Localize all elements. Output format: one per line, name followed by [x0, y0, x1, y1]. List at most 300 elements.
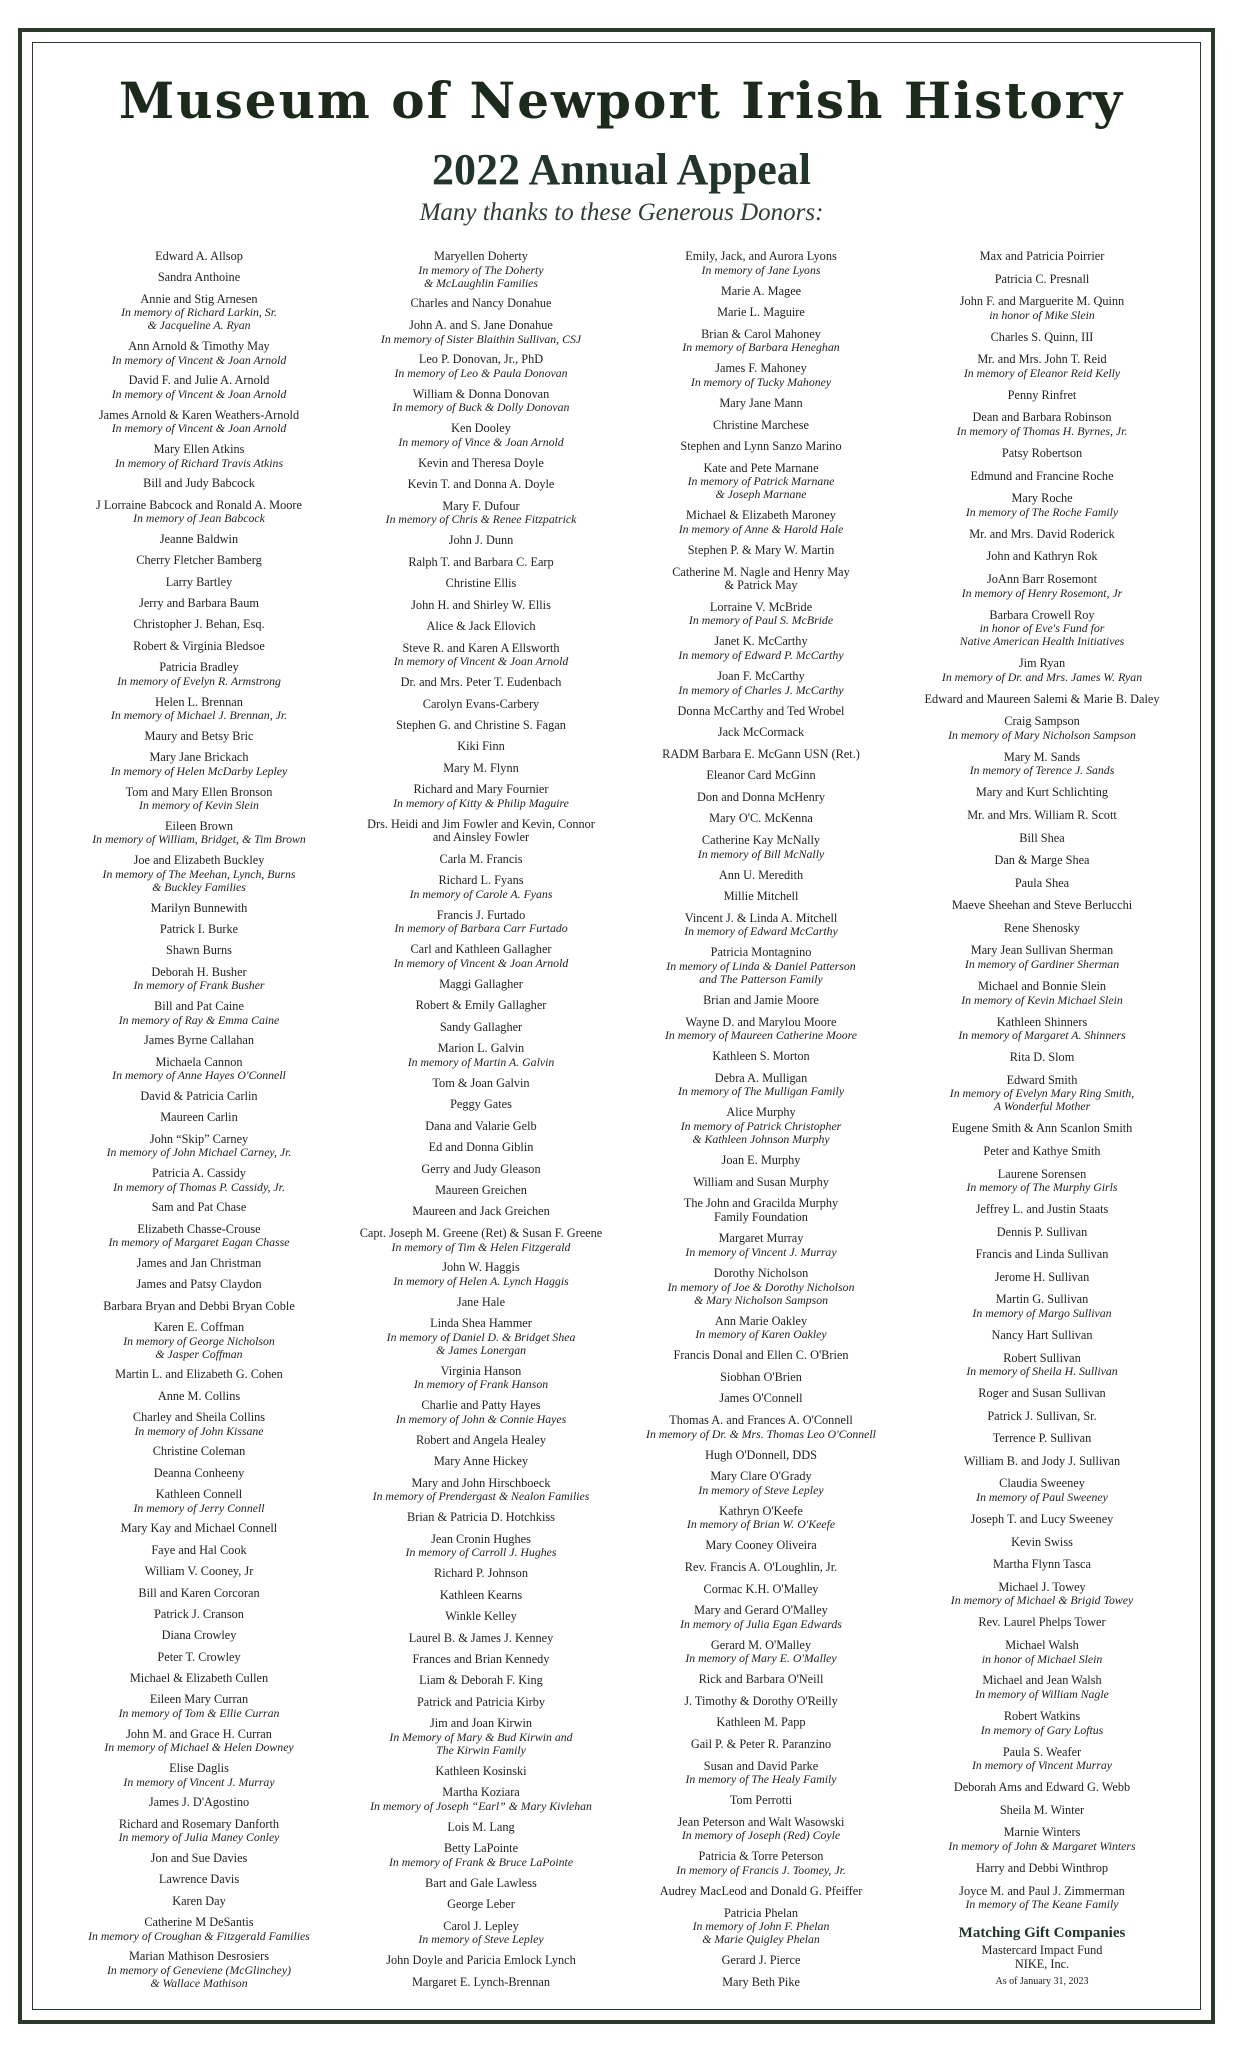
- donor-entry: [893, 273, 1191, 287]
- donor-entry: [332, 1296, 630, 1310]
- donor-name: Joseph T. and Lucy Sweeney: [970, 1512, 1114, 1527]
- donor-name: Dennis P. Sullivan: [996, 1224, 1088, 1239]
- donor-entry: [612, 705, 910, 719]
- dedication-text: The Kirwin Family: [436, 1742, 526, 1757]
- donor-name: Mary Clare O'Grady: [710, 1469, 812, 1484]
- donor-entry: [893, 1226, 1191, 1240]
- donor-entry: [612, 1505, 910, 1532]
- donor-name: Edward Smith: [1006, 1072, 1078, 1087]
- donor-entry: [50, 1321, 348, 1361]
- dedication-text: In memory of Prendergast & Nealon Families: [372, 1489, 590, 1504]
- donor-entry: [332, 577, 630, 591]
- donor-entry: [893, 1536, 1191, 1550]
- matching-gifts-section: [893, 1920, 1191, 1989]
- donor-entry: [50, 1852, 348, 1866]
- donor-entry: [332, 978, 630, 992]
- dedication-text: In memory of Brian W. O'Keefe: [686, 1517, 836, 1532]
- donor-name: Lawrence Davis: [158, 1872, 240, 1887]
- dedication-text: & Wallace Mathison: [150, 1975, 248, 1990]
- donor-entry: [50, 1445, 348, 1459]
- donor-entry: [50, 1111, 348, 1125]
- donor-name: J. Timothy & Dorothy O'Reilly: [684, 1693, 838, 1708]
- donor-entry: [893, 1616, 1191, 1630]
- donor-entry: [612, 328, 910, 355]
- donor-name: Catherine Kay McNally: [701, 833, 821, 848]
- donor-name: Edward and Maureen Salemi & Marie B. Daley: [924, 691, 1160, 706]
- donor-name: Margaret E. Lynch-Brennan: [411, 1974, 551, 1989]
- dedication-text: In memory of Frank & Bruce LaPointe: [388, 1854, 574, 1869]
- dedication-text: In memory of Maureen Catherine Moore: [664, 1028, 858, 1043]
- donor-name: Ann U. Meredith: [718, 867, 804, 882]
- donor-entry: [50, 730, 348, 744]
- donor-entry: [50, 1916, 348, 1943]
- donor-name: Margaret Murray: [718, 1231, 804, 1246]
- donor-name: Sam and Pat Chase: [151, 1200, 247, 1215]
- donor-entry: [612, 726, 910, 740]
- donor-name: Eileen Brown: [165, 818, 233, 833]
- donor-entry: [332, 599, 630, 613]
- donor-name: Martha Flynn Tasca: [993, 1557, 1091, 1572]
- dedication-text: In memory of Charles J. McCarthy: [678, 682, 844, 697]
- donor-name: Marie L. Maguire: [717, 305, 805, 320]
- donor-name: Dean and Barbara Robinson: [972, 410, 1112, 425]
- donor-name: Sandra Anthoine: [157, 270, 241, 285]
- dedication-text: In memory of Bill McNally: [697, 846, 825, 861]
- donor-name: Debra A. Mulligan: [714, 1070, 808, 1085]
- donor-name: John W. Haggis: [442, 1260, 520, 1275]
- donor-entry: [893, 389, 1191, 403]
- donor-entry: [893, 1781, 1191, 1795]
- donor-entry: [50, 597, 348, 611]
- donor-entry: [50, 477, 348, 491]
- dedication-text: In memory of Vincent & Joan Arnold: [111, 421, 287, 436]
- donor-entry: [612, 1716, 910, 1730]
- donor-entry: [332, 250, 630, 290]
- donor-name: Bill and Judy Babcock: [143, 476, 255, 491]
- donor-entry: [332, 556, 630, 570]
- donor-name: Diana Crowley: [161, 1628, 237, 1643]
- donor-entry: [50, 499, 348, 526]
- donor-entry: [893, 1432, 1191, 1446]
- donor-entry: [50, 966, 348, 993]
- donor-entry: [332, 740, 630, 754]
- donor-name: Marian Mathison Desrosiers: [128, 1949, 270, 1964]
- dedication-text: In memory of Margaret Eagan Chasse: [108, 1235, 290, 1250]
- donor-name: Marnie Winters: [1003, 1825, 1081, 1840]
- donor-name: John F. and Marguerite M. Quinn: [959, 294, 1125, 309]
- donor-name: Sheila M. Winter: [999, 1802, 1085, 1817]
- donor-name: Michaela Cannon: [155, 1054, 243, 1069]
- donor-entry: [893, 1051, 1191, 1065]
- donor-name: George Leber: [447, 1897, 515, 1912]
- dedication-text: In memory of Thomas P. Cassidy, Jr.: [113, 1179, 285, 1194]
- donor-entry: [332, 1042, 630, 1069]
- donor-entry: [893, 832, 1191, 846]
- donor-entry: [893, 1885, 1191, 1912]
- donor-entry: [50, 1629, 348, 1643]
- donor-entry: [893, 492, 1191, 519]
- dedication-text: In memory of Daniel D. & Bridget Shea: [386, 1329, 576, 1344]
- donor-entry: [893, 1293, 1191, 1320]
- donor-entry: [893, 1639, 1191, 1666]
- donor-name: Patrick J. Cranson: [154, 1606, 244, 1621]
- donor-name: Dana and Valarie Gelb: [425, 1118, 537, 1133]
- donor-entry: [612, 834, 910, 861]
- donor-name: Roger and Susan Sullivan: [978, 1386, 1106, 1401]
- donor-name: Mary M. Sands: [1003, 749, 1081, 764]
- donor-name: Mr. and Mrs. David Roderick: [969, 526, 1115, 541]
- donor-name: Paula Shea: [1014, 875, 1070, 890]
- donor-name: Tom & Joan Galvin: [432, 1075, 530, 1090]
- donor-entry: [332, 874, 630, 901]
- donor-entry: [332, 1954, 630, 1968]
- donor-entry: [332, 642, 630, 669]
- donor-name: Jean Cronin Hughes: [431, 1531, 531, 1546]
- dedication-text: In memory of Joseph (Red) Coyle: [681, 1828, 841, 1843]
- donor-name: Don and Donna McHenry: [696, 789, 826, 804]
- dedication-text: In memory of Edward P. McCarthy: [678, 647, 844, 662]
- donor-entry: [50, 1368, 348, 1382]
- donor-name: Millie Mitchell: [723, 889, 799, 904]
- donor-entry: [332, 698, 630, 712]
- donor-entry: [893, 854, 1191, 868]
- donor-name: Max and Patricia Poirrier: [979, 250, 1105, 263]
- donor-entry: [50, 618, 348, 632]
- donor-name: William B. and Jody J. Sullivan: [963, 1453, 1121, 1468]
- donor-name: Marilyn Bunnewith: [150, 900, 248, 915]
- donor-name: Dan & Marge Shea: [994, 853, 1090, 868]
- donor-column-3: [612, 250, 910, 1990]
- as-of-date: As of January 31, 2023: [995, 1976, 1089, 1988]
- donor-entry: [612, 544, 910, 558]
- donor-name: Ken Dooley: [451, 421, 511, 436]
- donor-name: Edmund and Francine Roche: [970, 468, 1114, 483]
- donor-name: John and Kathryn Rok: [986, 549, 1098, 564]
- donor-name: Kevin Swiss: [1011, 1534, 1073, 1549]
- dedication-text: In memory of Dr. and Mrs. James W. Ryan: [941, 669, 1143, 684]
- donor-name: Michael and Jean Walsh: [982, 1673, 1102, 1688]
- donor-entry: [332, 1205, 630, 1219]
- donor-entry: [893, 693, 1191, 707]
- dedication-text: In memory of Joe & Dorothy Nicholson: [667, 1279, 855, 1294]
- donor-entry: [50, 751, 348, 778]
- donor-entry: [50, 1522, 348, 1536]
- donor-entry: [332, 1511, 630, 1525]
- donor-name: Paula S. Weafer: [1002, 1744, 1082, 1759]
- donor-name: Jerome H. Sullivan: [994, 1269, 1090, 1284]
- donor-entry: [612, 601, 910, 628]
- donor-name: Wayne D. and Marylou Moore: [685, 1014, 837, 1029]
- donor-entry: [332, 1261, 630, 1288]
- dedication-text: In memory of Steve Lepley: [418, 1932, 544, 1947]
- donor-entry: [893, 751, 1191, 778]
- donor-entry: [50, 640, 348, 654]
- donor-entry: [332, 1477, 630, 1504]
- donor-name: Lorraine V. McBride: [709, 599, 813, 614]
- donor-name: Maureen and Jack Greichen: [412, 1204, 550, 1219]
- donor-column-2: [332, 250, 630, 1990]
- donor-name: Patsy Robertson: [1001, 446, 1083, 461]
- donor-entry: [50, 1167, 348, 1194]
- donor-entry: [332, 1653, 630, 1667]
- donor-name: Bill Shea: [1019, 830, 1065, 845]
- donor-entry: [332, 1163, 630, 1177]
- dedication-text: A Wonderful Mother: [993, 1099, 1091, 1114]
- donor-name: Kathryn O'Keefe: [719, 1503, 803, 1518]
- donor-name: Kate and Pete Marnane: [703, 460, 819, 475]
- donor-name: William and Susan Murphy: [693, 1174, 829, 1189]
- donor-entry: [893, 1145, 1191, 1159]
- donor-entry: [893, 715, 1191, 742]
- donor-name: Family Foundation: [714, 1209, 808, 1224]
- donor-entry: [893, 1387, 1191, 1401]
- donor-name: Kathleen Connell: [155, 1487, 243, 1502]
- donor-name: Anne M. Collins: [157, 1388, 241, 1403]
- donor-entry: [332, 1696, 630, 1710]
- donor-entry: [893, 1248, 1191, 1262]
- donor-name: Laurene Sorensen: [997, 1166, 1087, 1181]
- donor-name: Nancy Hart Sullivan: [991, 1327, 1093, 1342]
- donor-entry: [50, 696, 348, 723]
- donor-name: James and Jan Christman: [136, 1256, 262, 1271]
- donor-entry: [893, 1203, 1191, 1217]
- donor-entry: [893, 944, 1191, 971]
- donor-name: Steve R. and Karen A Ellsworth: [402, 640, 560, 655]
- donor-name: Cormac K.H. O'Malley: [703, 1581, 819, 1596]
- donor-entry: [332, 1674, 630, 1688]
- donor-entry: [612, 1794, 910, 1808]
- donor-entry: [612, 748, 910, 762]
- donor-name: Charley and Sheila Collins: [132, 1410, 266, 1425]
- donor-entry: [612, 635, 910, 662]
- dedication-text: In memory of Barbara Heneghan: [682, 340, 840, 355]
- donor-name: Elise Daglis: [169, 1760, 229, 1775]
- donor-name: Marie A. Magee: [720, 283, 802, 298]
- dedication-text: In memory of Kevin Michael Slein: [961, 992, 1123, 1007]
- donor-entry: [50, 271, 348, 285]
- donor-entry: [893, 1410, 1191, 1424]
- donor-name: Hugh O'Donnell, DDS: [705, 1447, 817, 1462]
- museum-name: Museum of Newport Irish History: [118, 71, 1125, 130]
- donor-entry: [50, 1278, 348, 1292]
- donor-entry: [50, 1467, 348, 1481]
- donor-entry: [50, 340, 348, 367]
- donor-name: David F. and Julie A. Arnold: [128, 373, 270, 388]
- dedication-text: In memory of Francis J. Toomey, Jr.: [676, 1863, 846, 1878]
- donor-name: Kathleen Kearns: [439, 1587, 523, 1602]
- dedication-text: In memory of Jerry Connell: [133, 1500, 265, 1515]
- donor-entry: [612, 1583, 910, 1597]
- donor-entry: [332, 534, 630, 548]
- donor-entry: [893, 1674, 1191, 1701]
- donor-name: Harry and Debbi Winthrop: [975, 1860, 1109, 1875]
- donor-name: Robert & Virginia Bledsoe: [133, 638, 265, 653]
- donor-entry: [612, 1561, 910, 1575]
- dedication-text: In memory of John Kissane: [134, 1423, 264, 1438]
- donor-name: Jon and Sue Davies: [150, 1850, 248, 1865]
- donor-name: Betty LaPointe: [443, 1841, 519, 1856]
- donor-name: Eleanor Card McGinn: [706, 768, 816, 783]
- donor-name: Mary M. Flynn: [443, 760, 519, 775]
- donor-name: Faye and Hal Cook: [151, 1542, 247, 1557]
- donor-name: Patricia C. Presnall: [994, 271, 1090, 286]
- donor-name: Deborah Ams and Edward G. Webb: [953, 1780, 1131, 1795]
- donor-name: Rev. Laurel Phelps Tower: [978, 1615, 1106, 1630]
- donor-entry: [332, 500, 630, 527]
- donor-entry: [893, 1329, 1191, 1343]
- donor-name: James F. Mahoney: [715, 361, 807, 376]
- dedication-text: & Mary Nicholson Sampson: [693, 1292, 829, 1307]
- dedication-text: In memory of Michael & Helen Downey: [104, 1740, 294, 1755]
- dedication-text: In memory of Tucky Mahoney: [690, 374, 832, 389]
- donor-name: Mary O'C. McKenna: [709, 811, 813, 826]
- donor-entry: [612, 1050, 910, 1064]
- dedication-text: & Joseph Marnane: [715, 487, 807, 502]
- donor-name: Michael & Elizabeth Maroney: [686, 508, 836, 523]
- dedication-text: In memory of Paul Sweeney: [976, 1490, 1108, 1505]
- donor-entry: [332, 478, 630, 492]
- donor-name: William V. Cooney, Jr: [144, 1564, 254, 1579]
- donor-entry: [612, 769, 910, 783]
- donor-name: Kathleen Kosinski: [435, 1763, 527, 1778]
- donor-entry: [332, 1717, 630, 1757]
- donor-name: Richard L. Fyans: [438, 873, 524, 888]
- donor-name: Ann Arnold & Timothy May: [128, 339, 270, 354]
- dedication-text: In memory of Frank Hanson: [413, 1377, 549, 1392]
- donor-name: Mary and John Hirschboeck: [411, 1475, 551, 1490]
- donor-name: Patricia Phelan: [723, 1905, 799, 1920]
- donor-entry: [612, 1850, 910, 1877]
- donor-name: Kiki Finn: [457, 739, 505, 754]
- donor-name: Jeffrey L. and Justin Staats: [975, 1202, 1109, 1217]
- donor-entry: [332, 853, 630, 867]
- donor-entry: [612, 1106, 910, 1146]
- dedication-text: & McLaughlin Families: [423, 275, 539, 290]
- donor-name: J Lorraine Babcock and Ronald A. Moore: [96, 497, 302, 512]
- donor-name: Audrey MacLeod and Donald G. Pfeiffer: [659, 1884, 863, 1899]
- dedication-text: In memory of Sheila H. Sullivan: [966, 1364, 1118, 1379]
- donor-entry: [893, 550, 1191, 564]
- donor-name: Martin G. Sullivan: [995, 1292, 1089, 1307]
- donor-name: Patrick I. Burke: [159, 921, 239, 936]
- donor-entry: [612, 250, 910, 277]
- donor-name: Frances and Brian Kennedy: [412, 1651, 550, 1666]
- donor-name: Emily, Jack, and Aurora Lyons: [685, 250, 837, 263]
- donor-name: Edward A. Allsop: [155, 250, 243, 263]
- donor-name: Siobhan O'Brien: [720, 1369, 802, 1384]
- dedication-text: In memory of Vincent & Joan Arnold: [393, 955, 569, 970]
- matching-company: Mastercard Impact Fund: [981, 1943, 1103, 1958]
- donor-entry: [893, 573, 1191, 600]
- donor-name: Kathleen M. Papp: [716, 1715, 806, 1730]
- dedication-text: In memory of John Michael Carney, Jr.: [106, 1145, 292, 1160]
- donor-entry: [612, 1885, 910, 1899]
- donor-name: Kevin and Theresa Doyle: [418, 455, 544, 470]
- donor-name: Charles and Nancy Donahue: [410, 296, 552, 311]
- donor-name: Jane Hale: [456, 1294, 506, 1309]
- donor-entry: [612, 791, 910, 805]
- donor-entry: [332, 1141, 630, 1155]
- donor-name: Joyce M. and Paul J. Zimmerman: [959, 1883, 1125, 1898]
- donor-name: Maury and Betsy Bric: [144, 728, 254, 743]
- donor-name: Tom and Mary Ellen Bronson: [125, 784, 273, 799]
- dedication-text: & James Lonergan: [436, 1342, 526, 1357]
- donor-name: Richard P. Johnson: [434, 1566, 528, 1581]
- donor-entry: [612, 397, 910, 411]
- dedication-text: In memory of The Healy Family: [685, 1772, 837, 1787]
- donor-name: Carla M. Francis: [439, 851, 523, 866]
- donor-entry: [612, 1954, 910, 1968]
- donor-name: Deborah H. Busher: [151, 964, 247, 979]
- donor-column-1: [50, 250, 348, 1990]
- donor-entry: [50, 443, 348, 470]
- donor-entry: [332, 1610, 630, 1624]
- dedication-text: In memory of Leo & Paula Donovan: [394, 366, 568, 380]
- donor-name: Charles S. Quinn, III: [990, 329, 1094, 344]
- donor-name: Patrick J. Sullivan, Sr.: [987, 1408, 1097, 1423]
- dedication-text: In memory of Anne Hayes O'Connell: [112, 1068, 286, 1083]
- donor-entry: [332, 762, 630, 776]
- donor-entry: [50, 1651, 348, 1665]
- donor-entry: [50, 1796, 348, 1810]
- dedication-text: In memory of Patrick Christopher: [680, 1119, 842, 1133]
- dedication-text: in honor of Michael Slein: [981, 1651, 1103, 1666]
- donor-name: Jerry and Barbara Baum: [139, 596, 259, 611]
- donor-name: Linda Shea Hammer: [430, 1316, 532, 1331]
- donor-name: Capt. Joseph M. Greene (Ret) & Susan F. Greene: [359, 1225, 603, 1240]
- donor-entry: [332, 1434, 630, 1448]
- donor-name: Martin L. and Elizabeth G. Cohen: [115, 1367, 283, 1382]
- donor-name: Patricia Bradley: [159, 660, 239, 675]
- dedication-text: In memory of Vincent J. Murray: [685, 1244, 837, 1259]
- donor-entry: [332, 388, 630, 415]
- donor-name: Michael J. Towey: [998, 1579, 1086, 1594]
- dedication-text: In memory of Buck & Dolly Donovan: [392, 400, 570, 415]
- dedication-text: & Buckley Families: [152, 879, 246, 894]
- donor-name: Thomas A. and Frances A. O'Connell: [669, 1412, 853, 1427]
- donor-name: Robert and Angela Healey: [415, 1432, 547, 1447]
- donor-name: Michael Walsh: [1005, 1637, 1079, 1652]
- dedication-text: In memory of Martin A. Galvin: [407, 1054, 555, 1069]
- donor-name: Laurel B. & James J. Kenney: [408, 1630, 554, 1645]
- donor-entry: [50, 1672, 348, 1686]
- donor-name: James O'Connell: [719, 1391, 803, 1406]
- donor-name: Lois M. Lang: [447, 1819, 515, 1834]
- donor-entry: [332, 1786, 630, 1813]
- dedication-text: In memory of Geneviene (McGlinchey): [106, 1962, 292, 1977]
- donor-name: Eugene Smith & Ann Scanlon Smith: [951, 1121, 1133, 1136]
- donor-entry: [612, 1760, 910, 1787]
- donor-entry: [893, 470, 1191, 484]
- donor-name: Mary Jane Mann: [719, 395, 803, 410]
- donor-name: Mary Kay and Michael Connell: [120, 1521, 278, 1536]
- donor-name: Francis and Linda Sullivan: [975, 1247, 1109, 1262]
- dedication-text: In memory of Michael & Brigid Towey: [950, 1593, 1134, 1608]
- donor-name: Dr. and Mrs. Peter T. Eudenbach: [400, 675, 562, 690]
- donor-name: Robert & Emily Gallagher: [415, 998, 547, 1013]
- donor-entry: [893, 1513, 1191, 1527]
- donor-entry: [332, 1184, 630, 1198]
- donor-entry: [612, 566, 910, 593]
- dedication-text: In memory of George Nicholson: [123, 1333, 275, 1348]
- donor-name: Brian & Carol Mahoney: [701, 326, 821, 341]
- donor-name: Patricia A. Cassidy: [152, 1166, 246, 1180]
- donor-name: Ed and Donna Giblin: [428, 1140, 534, 1155]
- donor-name: Michael & Elizabeth Cullen: [129, 1670, 269, 1685]
- donor-entry: [332, 783, 630, 810]
- donor-entry: [50, 1728, 348, 1755]
- donor-name: Deanna Conheeny: [153, 1465, 245, 1480]
